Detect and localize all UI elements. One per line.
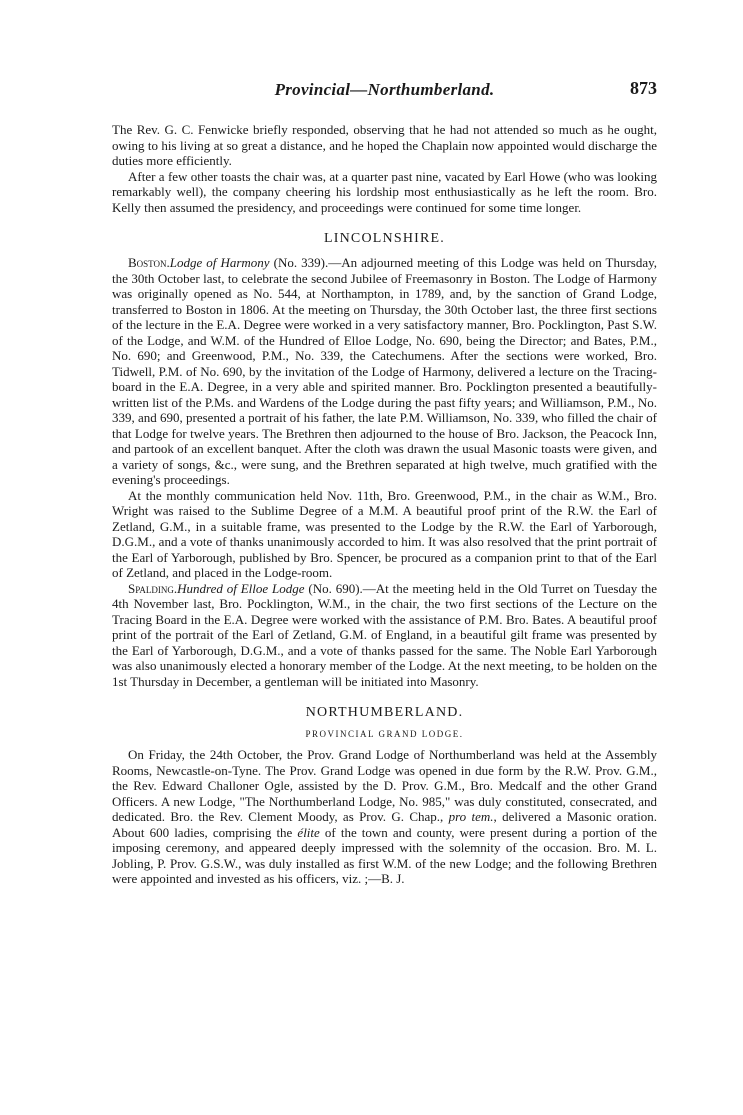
boston-text: (No. 339).—An adjourned meeting of this Lodge was held on Thursday, the 30th October last, to celebrate the second Jubilee of Freemasonry in Boston. The Lodge of Harmony was originally opened as No. 544, at Northampton, in 1789, and, by the sanction of Grand Lodge, transferred to Boston in 1806. At the meeting on Thursday, the 30th October last, the three first sections of the lecture in the E.A. Degree were worked in a very satisfactory manner, Bro. Pocklington, Past S.W. of the Lodge, and W.M. of the Hundred of Elloe Lodge, No. 690, being the Director; and Bates, P.M., No. 690; and Greenwood, P.M., No. 339, the Catechumens. After the sections were worked, Bro. Tidwell, P.M. of No. 690, by the invitation of the Lodge of Harmony, delivered a lecture on the Tracing-board in the E.A. Degree, in a very able and spirited manner. Bro. Pocklington presented a beautifully-written list of the P.Ms. and Wardens of the Lodge during the past fifty years; and Williamson, P.M., No. 339, and 690, presented a portrait of his father, the late P.M. Williamson, No. 339, who filled the chair of that Lodge for twelve years. The Brethren then adjourned to the house of Bro. Jackson, the Peacock Inn, and partook of an excellent banquet. After the cloth was drawn the usual Masonic toasts were given, and a variety of songs, &c., were sung, and the Brethren separated at high twelve, much gratified with the evening's proceedings. <box>112 255 658 487</box>
pro-tem: pro tem. <box>448 809 494 824</box>
page-number: 873 <box>630 78 657 98</box>
monthly-communication-paragraph: At the monthly communication held Nov. 11th, Bro. Greenwood, P.M., in the chair as W.M., Bro. Wright was raised to the Sublime Degree of a M.M. A beautiful proof print of the R.W. the Earl of Zetland, G.M., in a suitable frame, was presented to the Lodge by the R.W. the Earl of Yarborough, D.G.M., and a vote of thanks unanimously accorded to him. It was also resolved that the print portrait of the Earl of Yarborough, published by Bro. Spencer, be procured as a companion print to that of the Earl of Zetland, and placed in the Lodge-room. <box>112 487 657 580</box>
intro-paragraph-1: The Rev. G. C. Fenwicke briefly responded, observing that he had not attended so much as he ought, owing to his living at so great a distance, and he hoped the Chaplain now appointed would discharge the duties more efficiently. <box>112 122 657 168</box>
spalding-paragraph <box>112 581 657 690</box>
northumberland-text-b: , delivered a Masonic oration. About 600 ladies, comprising the <box>112 809 657 840</box>
boston-lodge-name: Lodge of Harmony <box>169 255 270 270</box>
northumberland-paragraph <box>112 747 657 887</box>
subheading-provincial-grand-lodge: PROVINCIAL GRAND LODGE. <box>305 729 464 739</box>
elite-word: élite <box>297 824 320 840</box>
section-heading-lincolnshire: LINCOLNSHIRE. <box>324 231 445 246</box>
boston-paragraph <box>112 255 657 488</box>
spalding-text: (No. 690).—At the meeting held in the Old Turret on Tuesday the 4th November last, Bro. Pocklington, W.M., in the chair, the two first sections of the Lecture on the Tracing Board in the E.A. Degree were worked with the assistance of P.M. Bro. Bates. A beautiful proof print of the portrait of the Earl of Zetland, G.M. of England, in a beautiful gilt frame was presented by the Earl of Yarborough, D.G.M., and a vote of thanks passed for the same. The Noble Earl Yarborough was also unanimously elected a honorary member of the Lodge. At the next meeting, to be holden on the 1st Thursday in December, a gentleman will be initiated into Masonry. <box>112 580 658 689</box>
northumberland-text-c: of the town and county, were present during a portion of the imposing ceremony, and appeared deeply impressed with the solemnity of the occasion. Bro. M. L. Jobling, P. Prov. G.S.W., was duly installed as first W.M. of the new Lodge; and the following Brethren were appointed and invested as his officers, viz. ;—B. J. <box>112 824 657 886</box>
northumberland-text-a: On Friday, the 24th October, the Prov. Grand Lodge of Northumberland was held at the Assembly Rooms, Newcastle-on-Tyne. The Prov. Grand Lodge was opened in due form by the R.W. Prov. G.M., the Rev. Edward Challoner Ogle, assisted by the D. Prov. G.M., Bro. Medcalf and the other Grand Officers. A new Lodge, "The Northumberland Lodge, No. 985," was duly constituted, consecrated, and dedicated. Bro. the Rev. Clement Moody, as Prov. G. Chap., <box>112 747 657 824</box>
spalding-place: Spalding. <box>128 580 178 596</box>
spalding-lodge-name: Hundred of Elloe Lodge <box>177 580 305 596</box>
running-title: Provincial—Northumberland. <box>274 80 495 99</box>
running-header <box>112 80 657 106</box>
boston-place: Boston. <box>128 255 170 270</box>
section-heading-northumberland: NORTHUMBERLAND. <box>305 705 464 720</box>
intro-paragraph-2: After a few other toasts the chair was, at a quarter past nine, vacated by Earl Howe (who was looking remarkably well), the company cheering his lordship most enthusiastically as he left the room. Bro. Kelly then assumed the presidency, and proceedings were continued for some time longer. <box>112 168 657 215</box>
